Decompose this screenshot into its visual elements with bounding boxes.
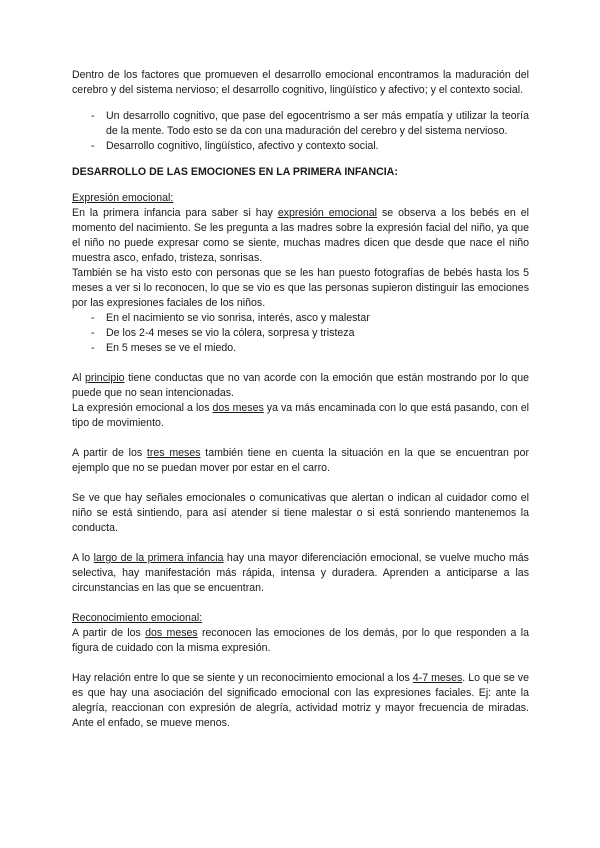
subheading-reconocimiento: Reconocimiento emocional: (72, 612, 203, 624)
expresion-paragraph-1: En la primera infancia para saber si hay expresión emocional se observa a los bebés en el momento del nacimiento. Se les pregunta a las madres sobre la expresión facial del niño, ya que el niño no puede expresar como se siente, muchas madres dicen que desde que nace el niño muestra asco, enfado, tristeza, sonrisas. (72, 207, 530, 264)
list-item: - De los 2-4 meses se vio la cólera, sorpresa y tristeza (72, 326, 529, 341)
expresion-paragraph-4: La expresión emocional a los dos meses ya va más encaminada con lo que está pasando, con el tipo de movimiento. (72, 402, 529, 429)
underlined-term: expresión emocional (277, 207, 378, 219)
intro-paragraph: Dentro de los factores que promueven el desarrollo emocional encontramos la maduración del cerebro y del sistema nervioso; el desarrollo cognitivo, lingüístico y afectivo; y el contexto social. (72, 69, 529, 96)
underlined-term: largo de la primera infancia (93, 552, 224, 564)
underlined-term: principio (85, 372, 125, 384)
reconocimiento-paragraph-1: A partir de los dos meses reconocen las emociones de los demás, por lo que responden a la figura de cuidado con la misma expresión. (72, 627, 529, 654)
list-item: - Un desarrollo cognitivo, que pase del egocentrismo a ser más empatía y utilizar la teoría de la mente. Todo esto se da con una maduración del cerebro y del sistema nervioso. (72, 109, 529, 139)
underlined-term: 4-7 meses (412, 672, 463, 684)
reconocimiento-paragraph-2: Hay relación entre lo que se siente y un reconocimiento emocional a los 4-7 meses. Lo que se ve es que hay una asociación del significado emocional con las expresiones faciales. Ej: ante la alegría, reaccionan con expresión de alegría, actividad motriz y mayor frecuencia de miradas. Ante el enfado, se mueve menos. (72, 672, 529, 729)
document-page (72, 68, 529, 731)
underlined-term: dos meses (145, 627, 198, 639)
expresion-paragraph-6: Se ve que hay señales emocionales o comunicativas que alertan o indican al cuidador como el niño se está sintiendo, para así atender si tiene malestar o si está sonriendo mantenemos la conducta. (72, 492, 529, 534)
list-item: - En 5 meses se ve el miedo. (72, 341, 529, 356)
list-item: - En el nacimiento se vio sonrisa, interés, asco y malestar (72, 311, 529, 326)
intro-bullet-list (72, 109, 529, 154)
expresion-paragraph-7: A lo largo de la primera infancia hay una mayor diferenciación emocional, se vuelve mucho más selectiva, hay manifestación más rápida, intensa y duradera. Aprenden a anticiparse a las circunstancias en las que se encuentran. (72, 552, 529, 594)
expresion-paragraph-3: Al principio tiene conductas que no van acorde con la emoción que están mostrando por lo que puede que no sean intencionadas. (72, 372, 529, 399)
underlined-term: tres meses (146, 447, 201, 459)
expresion-paragraph-5: A partir de los tres meses también tiene en cuenta la situación en la que se encuentran por ejemplo que no se puedan mover por estar en el carro. (72, 447, 529, 474)
list-item: - Desarrollo cognitivo, lingüístico, afectivo y contexto social. (72, 139, 529, 154)
expresion-paragraph-2: También se ha visto esto con personas que se les han puesto fotografías de bebés hasta los 5 meses a ver si lo reconocen, lo que se vio es que las personas supieron distinguir las emociones por las expresiones faciales de los niños. (72, 267, 529, 309)
section-heading: DESARROLLO DE LAS EMOCIONES EN LA PRIMERA INFANCIA: (72, 166, 398, 178)
underlined-term: dos meses (212, 402, 264, 414)
subheading-expresion: Expresión emocional: (72, 192, 174, 204)
expresion-bullet-list (72, 311, 529, 356)
